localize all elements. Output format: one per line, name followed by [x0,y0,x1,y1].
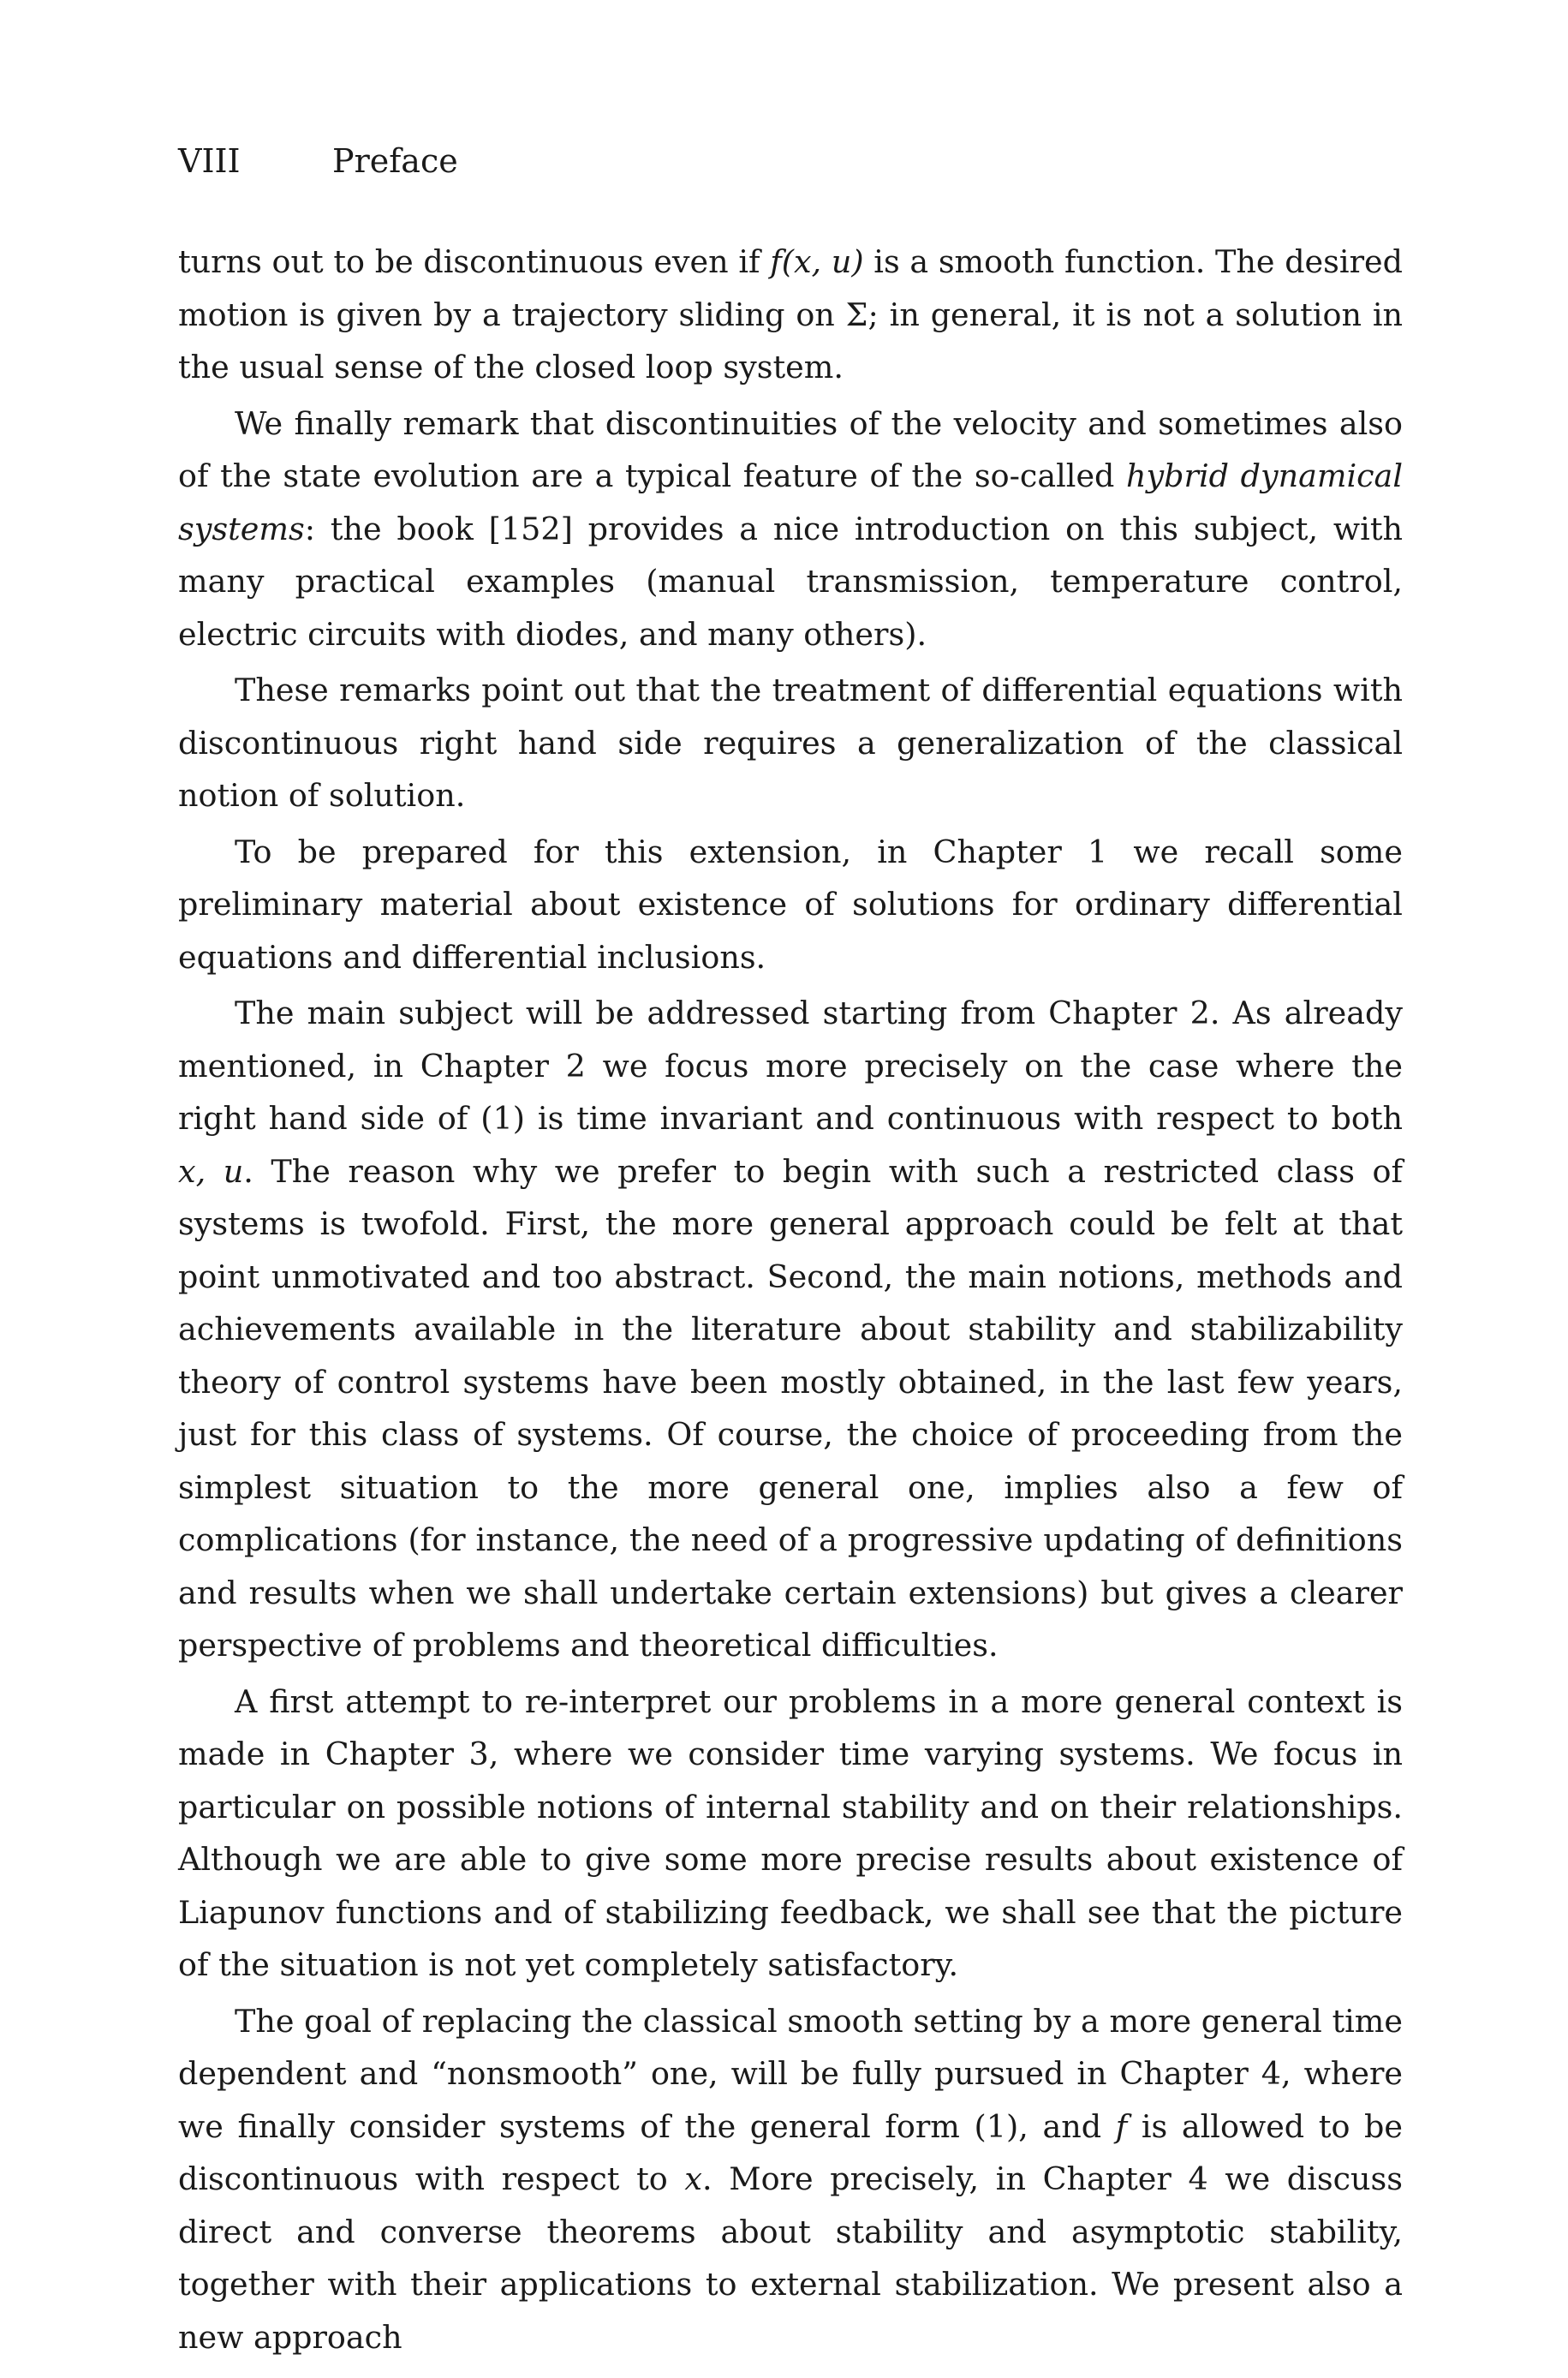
math-expression: f [1115,2107,1128,2145]
paragraph-1 [178,236,1403,394]
body-text [178,236,1403,2367]
text-run: turns out to be discontinuous even if [178,243,771,280]
math-expression: x [684,2160,702,2197]
text-run: The goal of replacing the classical smooth setting by a more general time dependent and “nonsmooth” one, will be fully pursued in Chapter 4, where we finally consider systems of the general form (1), and [178,2002,1403,2145]
math-expression: x, u [178,1152,244,1190]
text-run: We finally remark that discontinuities of the velocity and sometimes also of the state evolution are a typical feature of the so-called [178,404,1403,494]
page-number: VIII [178,142,241,180]
running-header [178,135,458,187]
text-run: To be prepared for this extension, in Chapter 1 we recall some preliminary material about existence of solutions for ordinary differential equations and differential inclusions. [178,833,1403,976]
paragraph-4 [178,826,1403,984]
text-run: A first attempt to re-interpret our problems in a more general context is made in Chapter 3, where we consider time varying systems. We focus in particular on possible notions of internal stability and on their relationships. Although we are able to give some more precise results about existence of Liapunov functions and of stabilizing feedback, we shall see that the picture of the situation is not yet completely satisfactory. [178,1682,1403,1983]
paragraph-2 [178,397,1403,661]
running-head-title: Preface [332,142,458,180]
text-run: . More precisely, in Chapter 4 we discuss direct and converse theorems about stability and asymptotic stability, together with their applications to external stabilization. We present also a new approach [178,2160,1403,2356]
paragraph-6 [178,1676,1403,1992]
paragraph-5 [178,987,1403,1672]
math-expression: f(x, u) [770,243,864,280]
text-run: is a smooth function. The desired motion is given by a trajectory sliding on Σ; in general, it is not a solution in the usual sense of the closed loop system. [178,243,1403,385]
text-run: These remarks point out that the treatment of differential equations with discontinuous right hand side requires a generalization of the classical notion of solution. [178,672,1403,814]
text-run: : the book [152] provides a nice introduction on this subject, with many practical examples (manual transmission, temperature control, electric circuits with diodes, and many others). [178,510,1403,653]
text-run: is allowed to be discontinuous with respect to [178,2107,1403,2197]
text-run: . The reason why we prefer to begin with such a restricted class of systems is twofold. First, the more general approach could be felt at that point unmotivated and too abstract. Second, the main notions, methods and achievements available in the literature about stability and stabilizability theory of control systems have been mostly obtained, in the last few years, just for this class of systems. Of course, the choice of proceeding from the simplest situation to the more general one, implies also a few of complications (for instance, the need of a progressive updating of definitions and results when we shall undertake certain extensions) but gives a clearer perspective of problems and theoretical difficulties. [178,1152,1404,1664]
paragraph-7 [178,1995,1403,2364]
paragraph-3 [178,664,1403,822]
emphasized-term: hybrid dynamical systems [178,457,1403,547]
text-run: The main subject will be addressed starting from Chapter 2. As already mentioned, in Chapter 2 we focus more precisely on the case where the right hand side of (1) is time invariant and continuous with respect to both [178,995,1403,1137]
